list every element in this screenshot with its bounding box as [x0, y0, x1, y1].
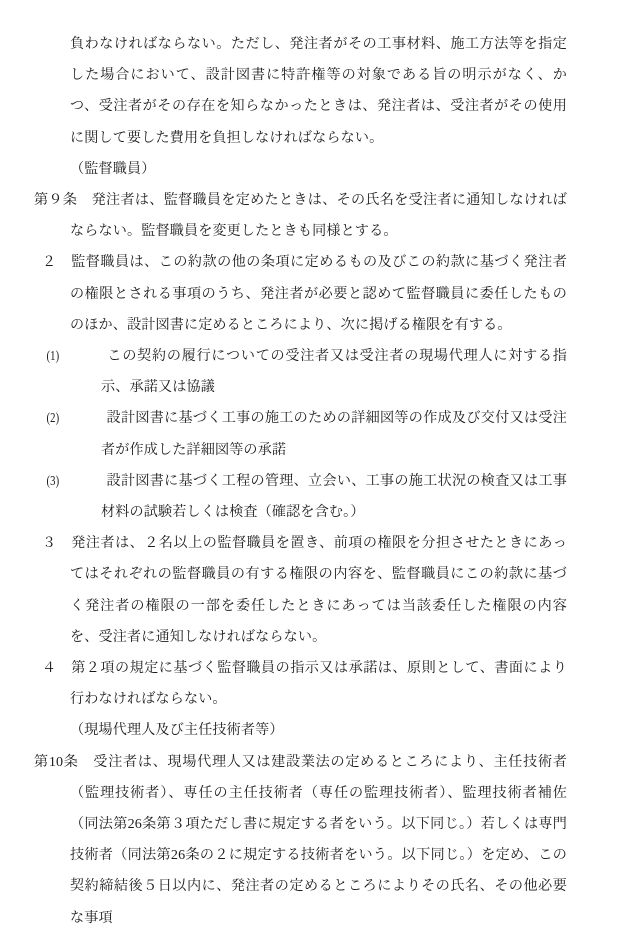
item-text: 設計図書に基づく工事の施工のための詳細図等の作成及び交付又は受注者が作成した詳細図等の承諾 — [92, 410, 567, 458]
clause-number-4: ４ — [42, 660, 72, 677]
paragraph-text: 負わなければならない。ただし、発注者がその工事材料、施工方法等を指定した場合において、設計図書に特許権等の対象である旨の明示がなく、かつ、受注者がその存在を知らなかったときは、発注者は、受注者がその使用に関して要した費用を負担しなければならない。 — [70, 36, 567, 146]
document-body — [34, 29, 567, 934]
heading-text: （監督職員） — [70, 160, 156, 177]
article-number-9: 第９条 — [34, 192, 92, 209]
item-number-1: (1) — [46, 348, 60, 365]
clause-number-3: ３ — [42, 535, 72, 552]
section-heading-supervising-staff — [34, 154, 567, 185]
paragraph-text: 第２項の規定に基づく監督職員の指示又は承諾は、原則として、書面により行わなければならない。 — [70, 660, 567, 708]
article-9-paragraph-2-item-3 — [34, 466, 567, 528]
article-10-paragraph-1 — [34, 747, 567, 934]
clause-number-2: ２ — [42, 254, 72, 271]
article-9-paragraph-2-item-2 — [34, 403, 567, 465]
heading-text: （現場代理人及び主任技術者等） — [70, 722, 284, 739]
paragraph-text: 受注者は、現場代理人又は建設業法の定めるところにより、主任技術者（監理技術者）、専任の主任技術者（専任の監理技術者）、監理技術者補佐（同法第26条第３項ただし書に規定する者をいう。以下同じ。）若しくは専門技術者（同法第26条の２に規定する技術者をいう。以下同じ。）を定め、この契約締結後５日以内に、発注者の定めるところによりその氏名、その他必要な事項 — [70, 753, 568, 926]
item-text: 設計図書に基づく工程の管理、立会い、工事の施工状況の検査又は工事材料の試験若しくは検査（確認を含む。） — [92, 472, 567, 521]
article-9-paragraph-4 — [34, 653, 567, 715]
paragraph-text: 発注者は、２名以上の監督職員を置き、前項の権限を分担させたときにあってはそれぞれの監督職員の有する権限の内容を、監督職員にこの約款に基づく発注者の権限の一部を委任したときにあっては当該委任した権限の内容を、受注者に通知しなければならない。 — [70, 535, 567, 645]
article-9-paragraph-3 — [34, 528, 567, 653]
article-9-paragraph-2 — [34, 247, 567, 341]
item-number-3: (3) — [46, 472, 60, 489]
section-heading-site-agent-and-chief-engineer — [34, 715, 567, 746]
article-number-10: 第10条 — [34, 753, 94, 770]
item-text: この契約の履行についての受注者又は受注者の現場代理人に対する指示、承諾又は協議 — [92, 348, 567, 396]
paragraph-text: 発注者は、監督職員を定めたときは、その氏名を受注者に通知しなければならない。監督職員を変更したときも同様とする。 — [70, 192, 567, 240]
article-9-paragraph-1 — [34, 185, 567, 247]
item-number-2: (2) — [46, 410, 60, 427]
paragraph-article8-continuation — [34, 29, 567, 154]
paragraph-text: 監督職員は、この約款の他の条項に定めるもの及びこの約款に基づく発注者の権限とされる事項のうち、発注者が必要と認めて監督職員に委任したもののほか、設計図書に定めるところにより、次に掲げる権限を有する。 — [70, 254, 567, 333]
article-9-paragraph-2-item-1 — [34, 341, 567, 403]
